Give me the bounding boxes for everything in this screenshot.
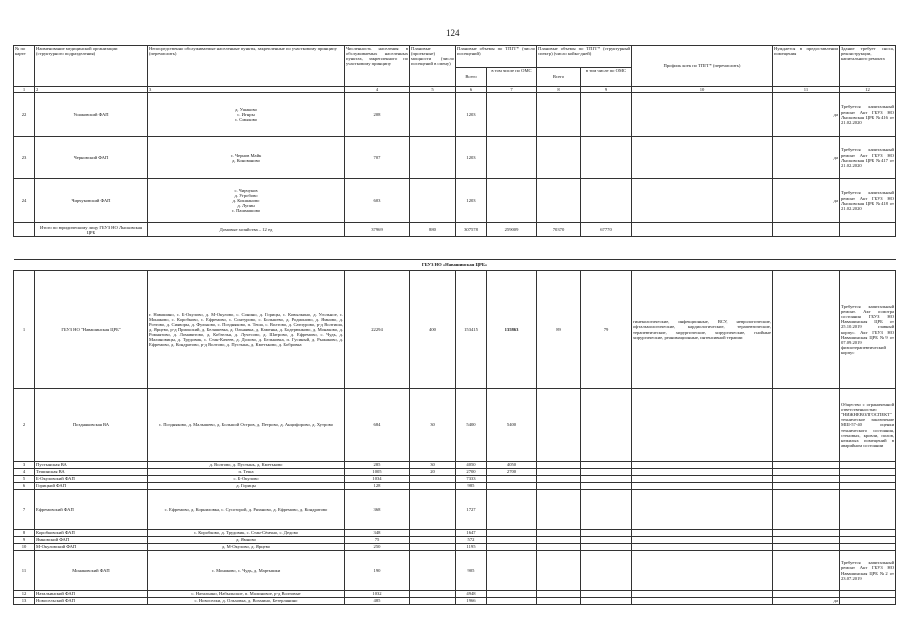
bed-days-oms <box>581 591 632 598</box>
repair-note <box>840 462 896 469</box>
table-row <box>14 271 896 389</box>
settlements: с. Коробково, д. Трудовик, с. Стан-Сёмчно, с. Дедово <box>148 530 345 537</box>
settlements: д. М-Окулово, д. Ярцево <box>148 544 345 551</box>
bed-profile <box>632 537 773 544</box>
capacity <box>410 598 456 605</box>
bed-days-total: 89 <box>537 271 581 389</box>
bed-days-oms <box>581 179 632 223</box>
column-number: 12 <box>840 87 896 93</box>
header-cell: Непосредственно обслуживаемые населенные пункты, закрепленные по участковому принципу (перечислить) <box>148 46 345 87</box>
visits-oms <box>487 544 537 551</box>
row-number: 6 <box>14 483 35 490</box>
population: 707 <box>345 137 410 179</box>
repair-note: Общество с ограниченной ответственностью "НИЖНЕВОЛГОСПЕКТ" техническое заключение МШ-57-40 оценки технического состояния, стеновых, кровли, полов, нежилых помещений в аварийном состоянии <box>840 389 896 462</box>
bed-days-total <box>537 598 581 605</box>
bed-profile <box>632 389 773 462</box>
repair-note: Требуется капитальный ремонт. Акт осмотра состояния ГБУЗ НО Навашинская ЦРБ от 25.10.2019 главный корпус. Акт ГБУЗ НО Навашинская ЦРБ №9 от 07.09.2019 физиотерапевтический корпус <box>840 271 896 389</box>
visits-total: 4050 <box>456 462 487 469</box>
header-row <box>14 46 896 68</box>
capacity <box>410 537 456 544</box>
facility-name: Коробковский ФАП <box>35 530 148 537</box>
column-number: 9 <box>581 87 632 93</box>
total-visits-oms: 259009 <box>487 223 537 237</box>
visits-oms <box>487 591 537 598</box>
visits-total: 2700 <box>456 469 487 476</box>
table-row <box>14 537 896 544</box>
bed-days-oms <box>581 551 632 591</box>
visits-total: 985 <box>456 483 487 490</box>
bed-profile <box>632 179 773 223</box>
repair-note: Требуется капитальный ремонт Акт ГБУЗ НО Лысковская ЦРБ №417 от 21.02.2020 <box>840 137 896 179</box>
bed-profile <box>632 93 773 137</box>
facility-name: Тешинская ВА <box>35 469 148 476</box>
needs-premises <box>773 530 840 537</box>
visits-oms <box>487 476 537 483</box>
repair-note <box>840 490 896 530</box>
visits-oms <box>487 137 537 179</box>
needs-premises: да <box>773 93 840 137</box>
capacity: 30 <box>410 462 456 469</box>
bed-days-total <box>537 544 581 551</box>
column-number: 2 <box>35 87 148 93</box>
row-number: 5 <box>14 476 35 483</box>
bed-profile <box>632 462 773 469</box>
population: 250 <box>345 544 410 551</box>
settlements: с. Монаково, с. Чудь, д. Мартышки <box>148 551 345 591</box>
bed-profile <box>632 591 773 598</box>
facility-name: Чирчуковский ФАП <box>35 179 148 223</box>
facility-name: Ямновский ФАП <box>35 537 148 544</box>
needs-premises <box>773 537 840 544</box>
bed-days-total <box>537 530 581 537</box>
repair-note <box>840 483 896 490</box>
bed-days-oms <box>581 137 632 179</box>
capacity <box>410 591 456 598</box>
needs-premises <box>773 476 840 483</box>
needs-premises: да <box>773 137 840 179</box>
bed-profile <box>632 476 773 483</box>
settlements: с. Натальино, Набыльское, п. Малиновое, р-д Волтовые <box>148 591 345 598</box>
repair-note <box>840 544 896 551</box>
bed-days-oms <box>581 490 632 530</box>
settlements: с. Б-Окулово <box>148 476 345 483</box>
table-row <box>14 490 896 530</box>
bed-days-oms <box>581 462 632 469</box>
total-label: Итого по юридическому лицу ГБУЗ НО Лысковская ЦРБ <box>35 223 148 237</box>
visits-oms: 2700 <box>487 469 537 476</box>
page-number: 124 <box>446 28 460 38</box>
bed-days-oms <box>581 93 632 137</box>
settlements: д. Горицы <box>148 483 345 490</box>
table-row <box>14 389 896 462</box>
bed-days-total <box>537 483 581 490</box>
repair-note: Требуется капитальный ремонт Акт ГБУЗ НО Лысковская ЦРБ №418 от 21.02.2020 <box>840 179 896 223</box>
bed-days-total <box>537 469 581 476</box>
header-cell: Плановые объемы по ТПГГ* (число посещений) <box>456 46 537 68</box>
capacity <box>410 544 456 551</box>
row-number: 12 <box>14 591 35 598</box>
needs-premises <box>773 591 840 598</box>
bed-days-oms <box>581 530 632 537</box>
facility-name: Ефремовский ФАП <box>35 490 148 530</box>
row-number: 22 <box>14 93 35 137</box>
population: 22294 <box>345 271 410 389</box>
facilities-table-top <box>13 45 896 237</box>
total-row <box>14 223 896 237</box>
needs-premises <box>773 490 840 530</box>
bed-days-total <box>537 93 581 137</box>
column-number: 11 <box>773 87 840 93</box>
visits-total: 153415 <box>456 271 487 389</box>
visits-total: 1647 <box>456 530 487 537</box>
settlements: д. Волтово, д. Пустынь, д. Кметьково <box>148 462 345 469</box>
settlements: с. Новоселки, д. Ольховка, д. Вохмино, Бетерлянино <box>148 598 345 605</box>
needs-premises <box>773 389 840 462</box>
needs-premises <box>773 544 840 551</box>
bed-profile <box>632 598 773 605</box>
row-number: 10 <box>14 544 35 551</box>
visits-oms <box>487 598 537 605</box>
population: 1034 <box>345 476 410 483</box>
visits-oms <box>487 530 537 537</box>
visits-total: 1203 <box>456 93 487 137</box>
header-cell: Профиль коек по ТПГГ* (перечислить) <box>632 46 773 87</box>
visits-total: 1203 <box>456 137 487 179</box>
repair-note <box>840 476 896 483</box>
visits-total: 1966 <box>456 598 487 605</box>
population: 285 <box>345 462 410 469</box>
facility-name: Поздняковская ВА <box>35 389 148 462</box>
bed-days-total <box>537 537 581 544</box>
row-number: 24 <box>14 179 35 223</box>
repair-note: Требуется капитальный ремонт Акт ГБУЗ НО Лысковская ЦРБ №416 от 21.02.2020 <box>840 93 896 137</box>
bed-profile: гинекологические, инфекционные, ВСУ, неврологические, офтальмологические, кардиологические, терапевтические, терапевтические, хирургические, хирургические, гнойные хирургические, реанимационные, интенсивной терапии <box>632 271 773 389</box>
needs-premises <box>773 469 840 476</box>
table-row <box>14 591 896 598</box>
section-title-row <box>14 260 896 271</box>
subheader-cell: в том числе по ОМС <box>581 68 632 87</box>
subheader-cell: в том числе по ОМС <box>487 68 537 87</box>
total-population: 37969 <box>345 223 410 237</box>
capacity: 30 <box>410 389 456 462</box>
visits-total: 1195 <box>456 544 487 551</box>
population: 1032 <box>345 591 410 598</box>
bed-days-total <box>537 551 581 591</box>
facility-name: Б-Окуловский ФАП <box>35 476 148 483</box>
bed-days-oms <box>581 537 632 544</box>
population: 75 <box>345 537 410 544</box>
capacity <box>410 137 456 179</box>
capacity <box>410 93 456 137</box>
visits-total: 1727 <box>456 490 487 530</box>
table-row <box>14 476 896 483</box>
bed-profile <box>632 137 773 179</box>
column-number: 8 <box>537 87 581 93</box>
bed-profile <box>632 483 773 490</box>
visits-total: 5400 <box>456 389 487 462</box>
needs-premises <box>773 551 840 591</box>
population: 348 <box>345 530 410 537</box>
population: 684 <box>345 389 410 462</box>
capacity: 400 <box>410 271 456 389</box>
facility-name: М-Окуловский ФАП <box>35 544 148 551</box>
column-number: 10 <box>632 87 773 93</box>
needs-premises: да <box>773 179 840 223</box>
visits-oms <box>487 490 537 530</box>
repair-note <box>840 591 896 598</box>
facility-name: ГБУЗ НО "Навашинская ЦРБ" <box>35 271 148 389</box>
settlements: г. Навашино, с. Б-Окулово, д. М-Окулово, с. Сонино, д. Горицы, с. Ковылкино, д. Угольное, с. Монаково, с. Коробково, с. Ефремово, с. Сонтурово, с. Большево, д. Родионово, д. Ямново, д. Розтово, д. Сияворы, д. Фульково, с. Поздняково, п. Теша, с. Волтово, д. Сатпурово, р-д Волтиша, д. Ярцево, р-д Приокский, д. Беляшевка, д. Ольнявка, д. Каменка, д. Бодерюнково, д. Монаково, д. Ромнятово, д. Ломавитово, д. Кобзелья, д. Лучесово, д. Шатрово, д. Ефремово, с. Чудь, д. Малиновицы, д. Трудовик, с. Стан-Качеев, д. Долово, д. Бельковка, п. Гусиный, д. Рыжаково, д. Ефремово, д. Кондратово, р-д Волтово, д. Пустынь, д. Кметьково, д. Бобровка <box>148 271 345 389</box>
row-number: 4 <box>14 469 35 476</box>
bed-days-oms <box>581 483 632 490</box>
row-number: 2 <box>14 389 35 462</box>
visits-oms <box>487 483 537 490</box>
header-cell: № по карте <box>14 46 35 87</box>
row-number: 13 <box>14 598 35 605</box>
visits-oms <box>487 179 537 223</box>
bed-days-total <box>537 476 581 483</box>
visits-total: 7333 <box>456 476 487 483</box>
total-places: Домовые хозяйства – 12 ед <box>148 223 345 237</box>
column-number: 6 <box>456 87 487 93</box>
capacity <box>410 490 456 530</box>
visits-total: 905 <box>456 551 487 591</box>
bed-days-oms <box>581 544 632 551</box>
row-number: 7 <box>14 490 35 530</box>
facility-name: Горицкий ФАП <box>35 483 148 490</box>
row-number: 11 <box>14 551 35 591</box>
header-cell: Наименование медицинской организации (структурного подразделения) <box>35 46 148 87</box>
header-cell: Плановые объемы по ТПГГ* (структурный спектр) (число койко-дней) <box>537 46 632 68</box>
bed-days-oms: 79 <box>581 271 632 389</box>
population: 208 <box>345 93 410 137</box>
table-row <box>14 544 896 551</box>
capacity: 20 <box>410 469 456 476</box>
total-bed-days: 70370 <box>537 223 581 237</box>
bed-days-oms <box>581 476 632 483</box>
header-cell: Здание требует сноса, реконструкции, капитального ремонта <box>840 46 896 87</box>
subheader-cell: Всего <box>537 68 581 87</box>
facility-name: Новосельский ФАП <box>35 598 148 605</box>
settlements: с. Чирчуков д. Угробово д. Кокшаново д. Лупин с. Пашмашово <box>148 179 345 223</box>
bed-days-total <box>537 591 581 598</box>
table-row <box>14 551 896 591</box>
bed-days-oms <box>581 598 632 605</box>
needs-premises <box>773 462 840 469</box>
facility-name: Пустынская ВА <box>35 462 148 469</box>
facilities-table-bottom <box>13 259 896 605</box>
column-number: 1 <box>14 87 35 93</box>
capacity <box>410 476 456 483</box>
repair-note <box>840 469 896 476</box>
bed-days-total <box>537 137 581 179</box>
repair-note <box>840 530 896 537</box>
population: 485 <box>345 598 410 605</box>
capacity <box>410 483 456 490</box>
column-number: 4 <box>345 87 410 93</box>
table-row <box>14 530 896 537</box>
total-visits: 307578 <box>456 223 487 237</box>
subheader-cell: Всего <box>456 68 487 87</box>
table-row <box>14 179 896 223</box>
facility-name: Натальинский ФАП <box>35 591 148 598</box>
table-row <box>14 483 896 490</box>
facility-name: Монаковский ФАП <box>35 551 148 591</box>
bed-days-total <box>537 490 581 530</box>
visits-oms: 4050 <box>487 462 537 469</box>
visits-total: 4948 <box>456 591 487 598</box>
row-number: 23 <box>14 137 35 179</box>
settlements: с. Поздняково, д. Малышево, д. Большой Остров, д. Петрово, д. Анцифорово, д. Хутрово <box>148 389 345 462</box>
needs-premises <box>773 483 840 490</box>
bed-profile <box>632 544 773 551</box>
bed-days-total <box>537 462 581 469</box>
column-number: 5 <box>410 87 456 93</box>
table-row <box>14 462 896 469</box>
bed-days-oms <box>581 389 632 462</box>
table-row <box>14 93 896 137</box>
table-row <box>14 598 896 605</box>
bed-profile <box>632 551 773 591</box>
settlements: с. Чернов Майк д. Конованово <box>148 137 345 179</box>
total-capacity: 880 <box>410 223 456 237</box>
visits-oms <box>487 93 537 137</box>
section-title: ГБУЗ НО «Навашинская ЦРБ» <box>14 260 896 271</box>
facility-name: Черновский ФАП <box>35 137 148 179</box>
column-number: 3 <box>148 87 345 93</box>
bed-profile <box>632 490 773 530</box>
row-number: 1 <box>14 271 35 389</box>
bed-days-oms <box>581 469 632 476</box>
population: 190 <box>345 551 410 591</box>
table-row <box>14 137 896 179</box>
repair-note: Требуется капитальный ремонт Акт ГБУЗ НО Навашинская ЦРБ №2 от 23.07.2019 <box>840 551 896 591</box>
capacity <box>410 179 456 223</box>
settlements: д. Ямново <box>148 537 345 544</box>
settlements: с. Ефремово, д. Корниловка, с. Сусоторой, д. Рязаново, д. Ефремово, д. Кондратово <box>148 490 345 530</box>
population: 128 <box>345 483 410 490</box>
needs-premises <box>773 271 840 389</box>
header-cell: Численность населения в обслуживаемых населенных пунктах, закрепленного по участковому принципу <box>345 46 410 87</box>
needs-premises: да <box>773 598 840 605</box>
settlements: п. Теша <box>148 469 345 476</box>
visits-oms <box>487 551 537 591</box>
bed-days-total <box>537 389 581 462</box>
header-cell: Нуждается в предоставлении помещения <box>773 46 840 87</box>
total-bed-days-oms: 67770 <box>581 223 632 237</box>
facility-name: Ушаковский ФАП <box>35 93 148 137</box>
row-number: 8 <box>14 530 35 537</box>
repair-note <box>840 598 896 605</box>
visits-total: 572 <box>456 537 487 544</box>
population: 1005 <box>345 469 410 476</box>
population: 368 <box>345 490 410 530</box>
capacity <box>410 530 456 537</box>
visits-oms <box>487 537 537 544</box>
visits-oms: 135863 <box>487 271 537 389</box>
repair-note <box>840 537 896 544</box>
bed-days-total <box>537 179 581 223</box>
bed-profile <box>632 530 773 537</box>
bed-profile <box>632 469 773 476</box>
column-number: 7 <box>487 87 537 93</box>
header-cell: Плановые (проектные) мощности (число посещений в смену) <box>410 46 456 87</box>
settlements: д. Ушаково с. Игнры с. Смыково <box>148 93 345 137</box>
table-row <box>14 469 896 476</box>
visits-oms: 5400 <box>487 389 537 462</box>
row-number: 3 <box>14 462 35 469</box>
row-number: 9 <box>14 537 35 544</box>
visits-total: 1203 <box>456 179 487 223</box>
population: 603 <box>345 179 410 223</box>
capacity <box>410 551 456 591</box>
